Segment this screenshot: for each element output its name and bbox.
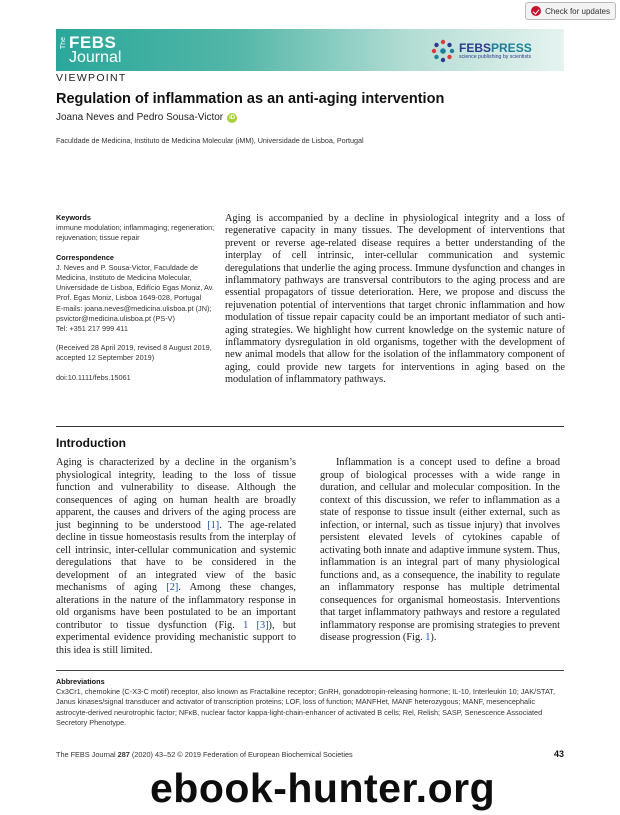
abbreviations-text: Cx3Cr1, chemokine (C-X3-C motif) receptor, also known as Fractalkine receptor; GnRH, gonadotropin-releasing hormone; IL-10, Interleukin 10; JAK/STAT, Janus kinases/signal transducer and activator of transcription proteins; LOF, loss of function; MANFHet, MANF heterozygous; MANF, mesencephalic astrocyte-derived neurotrophic factor; NFκB, nuclear factor kappa-light-chain-enhancer of activated B cells; Rel, Relish; SASP, Senescence Associated Secretory Phenotype.: [56, 687, 555, 727]
correspondence-emails: E-mails: joana.neves@medicina.ulisboa.pt (JN); psvictor@medicina.ulisboa.pt (PS-V): [56, 303, 212, 323]
page-footer: The FEBS Journal 287 (2020) 43–52 © 2019 Federation of European Biochemical Societies: [56, 750, 353, 759]
abbreviations-heading: Abbreviations: [56, 677, 105, 686]
abbreviations: [56, 677, 566, 728]
logo-febs: FEBS: [69, 33, 117, 52]
check-updates-label: Check for updates: [545, 6, 610, 16]
correspondence-heading: Correspondence: [56, 252, 114, 262]
author-names: Joana Neves and Pedro Sousa-Victor: [56, 112, 224, 123]
press-tagline: science publishing by scientists: [459, 54, 532, 60]
keywords-heading: Keywords: [56, 213, 91, 222]
divider: [56, 426, 564, 427]
page-number: 43: [553, 749, 564, 759]
febs-press-logo: [430, 35, 560, 67]
logo-the: The: [60, 37, 67, 50]
section-label: VIEWPOINT: [56, 72, 127, 84]
citation-link[interactable]: [3]: [256, 619, 269, 631]
intro-column-right: [320, 457, 560, 645]
doi[interactable]: doi:10.1111/febs.15061: [56, 372, 131, 382]
intro-paragraph-2: Inflammation is a concept used to define a broad group of biological processes with a wide range in duration, and cellular and molecular composition. In the context of this discussion, we refer to inflammation as a state of response to tissue insult (either external, such as infection, or internal, such as tissue injury) that involves persistent elevated levels of cytokines capable of activating both innate and adaptive immune system. Thus, inflammation is an integral part of many physiological functions and, as a consequence, the inability to regulate an inflammatory response has multiple detrimental consequences for organismal homeostasis. Interventions that target inflammatory pathways and restore a regulated inflammatory response are promising strategies to prevent disease progression (Fig. 1).: [320, 457, 560, 643]
intro-column-left: [56, 457, 296, 657]
introduction-heading: Introduction: [56, 436, 126, 450]
article-title: Regulation of inflammation as an anti-aging intervention: [56, 91, 445, 107]
orcid-icon[interactable]: iD: [229, 114, 236, 121]
article-sidebar: [56, 213, 216, 383]
febs-press-dots-icon: [430, 38, 456, 64]
authors: [56, 112, 237, 123]
press-name: FEBSPRESS: [459, 41, 532, 55]
affiliation: Faculdade de Medicina, Instituto de Medicina Molecular (iMM), Universidade de Lisboa, Portugal: [56, 136, 364, 145]
correspondence-address: J. Neves and P. Sousa-Victor, Faculdade de Medicina, Instituto de Medicina Molecular, Universidade de Lisboa, Edifício Egas Moniz, Av. Prof. Egas Moniz, Lisboa 1649-028, Portugal: [56, 262, 214, 303]
figure-link[interactable]: 1: [243, 619, 249, 631]
logo-journal: Journal: [69, 49, 122, 66]
figure-link[interactable]: 1: [425, 632, 431, 643]
citation-link[interactable]: [2]: [166, 582, 179, 593]
check-for-updates-button[interactable]: [525, 2, 616, 20]
received-dates: (Received 28 April 2019, revised 8 August 2019, accepted 12 September 2019): [56, 343, 212, 363]
abstract: [225, 213, 565, 387]
divider: [56, 670, 564, 671]
correspondence-tel: Tel: +351 217 999 411: [56, 324, 128, 334]
abstract-text: Aging is accompanied by a decline in physiological integrity and a loss of regenerative capacity in many tissues. The development of interventions that prevent or reverse age-related disease requires a better understanding of the interplay of cell intrinsic, inter-cellular communication and systemic deregulations that underlie the aging process. Immune dysfunction and changes in inflammatory pathways are transversal contributors to the aging process and are essential propagators of tissue deterioration. Here, we propose and discuss the rejuvenation potential of interventions that target chronic inflammation and how modulation of tissue repair capacity could be an important mediator of such anti-aging strategies. We highlight how current knowledge on the systemic nature of inflammatory dysregulation in old organisms, together with the development of new animal models that allow for the isolation of the inflammatory component of aging, could provide new targets for interventions in aging based on the modulation of inflammatory pathways.: [225, 213, 565, 386]
intro-paragraph-1: Aging is characterized by a decline in the organism’s physiological integrity, leading to the loss of tissue function and vulnerability to disease. Although the consequences of aging on human health are broadly apparent, the causes and drivers of the aging process are just beginning to be understood [1]. The age-related decline in tissue homeostasis results from the interplay of cell intrinsic, inter-cellular communication and systemic deregulations that have to be considered in the development of an integrated view of the basic mechanisms of aging [2]. Among these changes, alterations in the nature of the inflammatory response in old organisms have been postulated to be an important contributor to tissue dysfunction (Fig. 1 [3]), but experimental evidence providing mechanistic support to this idea is still limited.: [56, 457, 297, 656]
keywords: immune modulation; inflammaging; regeneration; rejuvenation; tissue repair: [56, 223, 215, 243]
watermark: ebook-hunter.org: [150, 765, 496, 811]
check-updates-icon: [531, 6, 541, 16]
citation-link[interactable]: [1]: [207, 519, 220, 531]
